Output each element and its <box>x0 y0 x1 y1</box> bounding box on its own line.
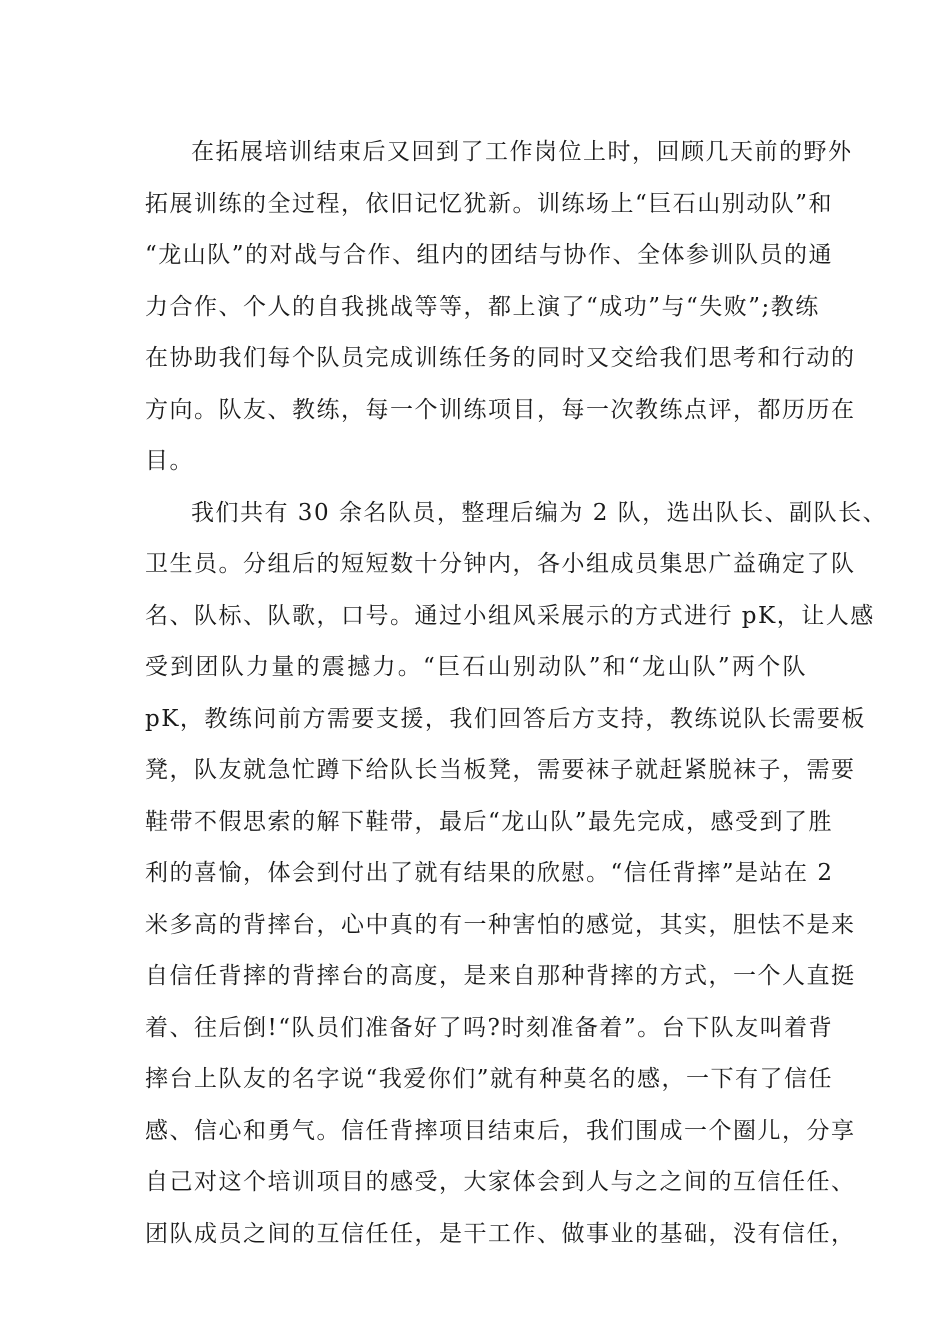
text-line: 摔台上队友的名字说“我爱你们”就有种莫名的感，一下有了信任 <box>145 1066 834 1092</box>
text-line: 自己对这个培训项目的感受，大家体会到人与之之间的互信任任、 <box>145 1169 856 1195</box>
text-line: 受到团队力量的震撼力。“巨石山别动队”和“龙山队”两个队 <box>145 654 807 680</box>
text-line: 鞋带不假思索的解下鞋带，最后“龙山队”最先完成，感受到了胜 <box>145 808 834 835</box>
text-line: 团队成员之间的互信任任，是干工作、做事业的基础，没有信任， <box>145 1220 856 1247</box>
text-line: “龙山队”的对战与合作、组内的团结与协作、全体参训队员的通 <box>145 242 834 268</box>
text-line: 卫生员。分组后的短短数十分钟内，各小组成员集思广益确定了队 <box>145 551 856 577</box>
text-line: 力合作、个人的自我挑战等等，都上演了“成功”与“失败”;教练 <box>145 293 820 320</box>
text-line: 在拓展培训结束后又回到了工作岗位上时，回顾几天前的野外 <box>191 139 853 165</box>
text-line: 目。 <box>145 448 194 474</box>
text-line: 名、队标、队歌，口号。通过小组风采展示的方式进行 pK，让人感 <box>145 602 875 629</box>
document-body <box>145 127 888 1260</box>
text-line: 着、往后倒!“队员们准备好了吗?时刻准备着”。台下队友叫着背 <box>145 1014 834 1041</box>
text-line: 凳，队友就急忙蹲下给队长当板凳，需要袜子就赶紧脱袜子，需要 <box>145 757 856 783</box>
text-line: 感、信心和勇气。信任背摔项目结束后，我们围成一个圈儿，分享 <box>145 1117 856 1144</box>
paragraph-2 <box>145 488 888 1261</box>
text-line: pK，教练问前方需要支援，我们回答后方支持，教练说队长需要板 <box>145 705 866 732</box>
text-line: 在协助我们每个队员完成训练任务的同时又交给我们思考和行动的 <box>145 345 856 371</box>
text-line: 拓展训练的全过程，依旧记忆犹新。训练场上“巨石山别动队”和 <box>145 190 834 217</box>
text-line: 利的喜愉，体会到付出了就有结果的欣慰。“信任背摔”是站在 2 <box>145 860 834 886</box>
text-line: 自信任背摔的背摔台的高度，是来自那种背摔的方式，一个人直挺 <box>145 963 856 989</box>
text-line: 方向。队友、教练，每一个训练项目，每一次教练点评，都历历在 <box>145 396 856 423</box>
text-line: 米多高的背摔台，心中真的有一种害怕的感觉，其实，胆怯不是来 <box>145 911 856 938</box>
paragraph-1 <box>145 127 856 488</box>
text-line: 我们共有 30 余名队员，整理后编为 2 队，选出队长、副队长、 <box>191 499 888 526</box>
